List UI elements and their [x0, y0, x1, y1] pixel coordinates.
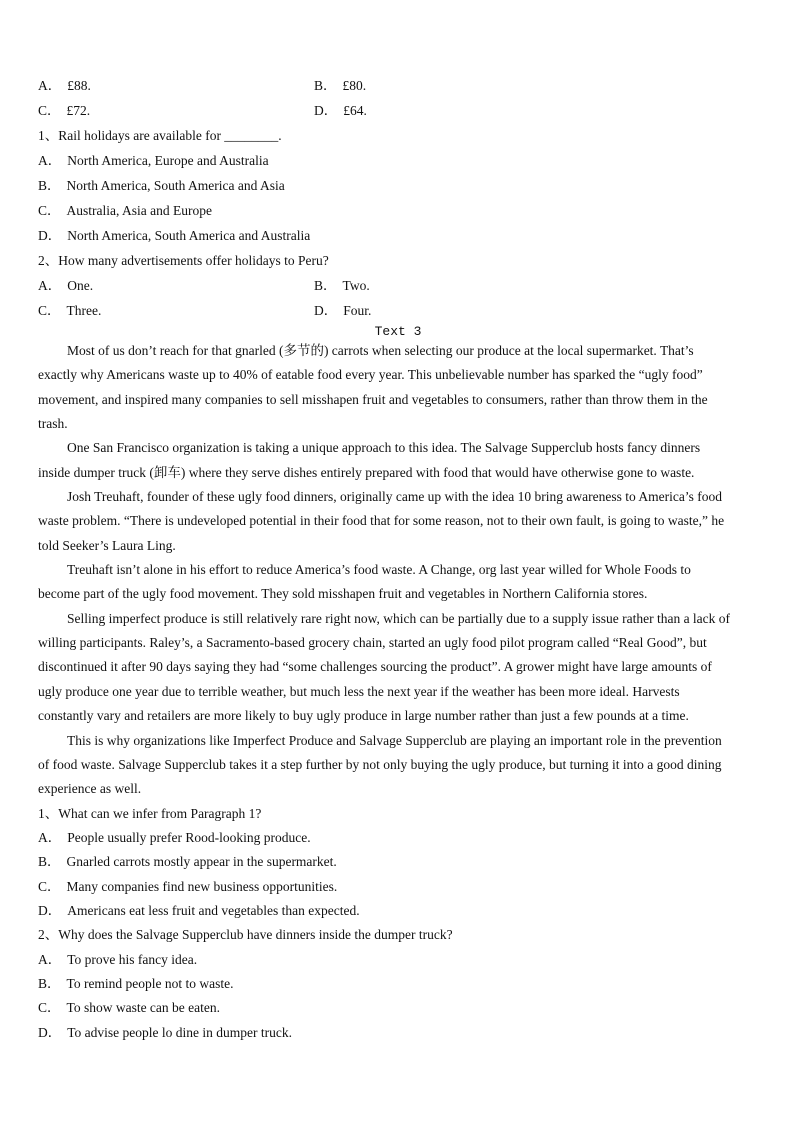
option-label: A． — [38, 829, 62, 845]
option-text: To advise people lo dine in dumper truck. — [67, 1024, 292, 1040]
paragraph-line: Selling imperfect produce is still relatively rare right now, which can be partially due to a supply issue rather than a lack of — [67, 610, 731, 626]
option-label: C． — [38, 103, 61, 118]
question-stem: 1、Rail holidays are available for ________. — [38, 128, 282, 143]
option-text: £64. — [343, 103, 367, 118]
answer-option — [38, 153, 269, 168]
answer-option — [38, 203, 212, 218]
option-row — [38, 301, 758, 326]
option-row — [38, 974, 758, 998]
option-label: A． — [38, 78, 62, 93]
paragraph-line: ugly produce one year due to terrible weather, but much less the next year if the weather has been more ideal. Harvests — [38, 683, 680, 699]
option-label: A． — [38, 278, 62, 293]
option-text: £72. — [66, 103, 91, 118]
paragraph-line: willing participants. Raley’s, a Sacramento-based grocery chain, started an ugly food pilot program called “Real Good”, but — [38, 635, 707, 651]
option-label: B． — [38, 975, 61, 991]
option-label: B． — [314, 78, 337, 93]
option-cell — [314, 101, 590, 126]
option-text: North America, South America and Australia — [67, 228, 311, 243]
option-text: One. — [67, 278, 94, 293]
answer-option — [314, 278, 370, 293]
answer-option — [38, 879, 337, 894]
option-label: D． — [38, 902, 62, 918]
option-text: Three. — [66, 303, 102, 318]
option-text: To prove his fancy idea. — [67, 951, 198, 967]
answer-option — [38, 178, 285, 193]
paragraph-line: This is why organizations like Imperfect Produce and Salvage Supperclub are playing an important role in the prevention — [67, 732, 722, 748]
option-row — [38, 828, 758, 852]
passage-paragraph — [38, 560, 758, 609]
answer-option — [38, 830, 311, 845]
option-text: North America, Europe and Australia — [67, 153, 269, 168]
paragraph-line: inside dumper truck (卸车) where they serve dishes entirely prepared with food that would have otherwise gone to waste. — [38, 464, 695, 480]
answer-option — [38, 903, 360, 918]
option-row — [38, 101, 758, 126]
question-stem: 1、What can we infer from Paragraph 1? — [38, 805, 262, 821]
option-label: B． — [38, 178, 61, 193]
option-row — [38, 950, 758, 974]
option-label: B． — [314, 278, 337, 293]
option-text: Four. — [343, 303, 372, 318]
paragraph-line: exactly why Americans waste up to 40% of eatable food every year. This unbelievable number has sparked the “ugly food” — [38, 367, 703, 383]
question-stem: 2、Why does the Salvage Supperclub have dinners inside the dumper truck? — [38, 927, 453, 943]
option-cell — [314, 301, 590, 326]
option-text: Many companies find new business opportunities. — [66, 878, 338, 894]
paragraph-line: Most of us don’t reach for that gnarled (多节的) carrots when selecting our produce at the local supermarket. That’s — [67, 343, 694, 358]
paragraph-line: become part of the ugly food movement. They sold misshapen fruit and vegetables in Northern California stores. — [38, 586, 648, 602]
option-text: To show waste can be eaten. — [66, 1000, 221, 1016]
option-label: D． — [38, 228, 62, 243]
option-label: A． — [38, 153, 62, 168]
option-row — [38, 276, 758, 301]
passage-title: Text 3 — [374, 324, 422, 339]
option-label: D． — [314, 303, 338, 318]
paragraph-line: discontinued it after 90 days saying they had “some challenges sourcing the product”. A grower might have large amounts of — [38, 659, 712, 675]
option-text: North America, South America and Asia — [66, 178, 285, 193]
passage-paragraph — [38, 487, 758, 560]
answer-option — [38, 952, 197, 967]
answer-option — [38, 278, 93, 293]
option-cell — [38, 76, 314, 101]
option-cell — [38, 301, 314, 326]
passage-paragraph — [38, 341, 758, 438]
paragraph-line: One San Francisco organization is taking a unique approach to this idea. The Salvage Supperclub hosts fancy dinners — [67, 440, 701, 456]
option-text: Americans eat less fruit and vegetables than expected. — [67, 902, 360, 918]
option-text: People usually prefer Rood-looking produce. — [67, 829, 311, 845]
passage-paragraph — [38, 609, 758, 731]
option-row — [38, 1023, 758, 1047]
answer-option — [38, 78, 91, 93]
option-row — [38, 201, 758, 226]
option-text: Australia, Asia and Europe — [66, 203, 212, 218]
answer-option — [38, 976, 234, 991]
option-cell — [38, 101, 314, 126]
document-page — [38, 76, 758, 1047]
question-stem: 2、How many advertisements offer holidays to Peru? — [38, 253, 329, 268]
answer-option — [38, 228, 310, 243]
option-label: A． — [38, 951, 62, 967]
option-row — [38, 76, 758, 101]
option-row — [38, 901, 758, 925]
option-row — [38, 998, 758, 1022]
option-row — [38, 877, 758, 901]
option-cell — [38, 276, 314, 301]
answer-option — [38, 103, 90, 118]
paragraph-line: Treuhaft isn’t alone in his effort to reduce America’s food waste. A Change, org last year willed for Whole Foods to — [67, 562, 691, 578]
option-text: Gnarled carrots mostly appear in the supermarket. — [66, 854, 337, 870]
option-cell — [314, 76, 590, 101]
answer-option — [38, 303, 101, 318]
paragraph-line: of food waste. Salvage Supperclub takes it a step further by not only buying the ugly produce, but turning it into a good dining — [38, 756, 722, 772]
paragraph-line: Josh Treuhaft, founder of these ugly food dinners, originally came up with the idea 10 bring awareness to America’s food — [67, 489, 722, 505]
option-label: B． — [38, 854, 61, 870]
option-label: C． — [38, 303, 61, 318]
paragraph-line: constantly vary and retailers are more likely to buy ugly produce in large number rather than just a few pounds at a time. — [38, 708, 689, 724]
paragraph-line: experience as well. — [38, 781, 142, 797]
option-text: £80. — [342, 78, 367, 93]
paragraph-line: movement, and inspired many companies to sell misshapen fruit and vegetables to consumers, rather than throw them in the — [38, 391, 708, 407]
option-row — [38, 226, 758, 251]
option-label: C． — [38, 1000, 61, 1016]
option-label: C． — [38, 203, 61, 218]
passage-paragraph — [38, 438, 758, 487]
option-row — [38, 176, 758, 201]
option-cell — [314, 276, 590, 301]
option-text: To remind people not to waste. — [66, 975, 234, 991]
option-text: £88. — [67, 78, 91, 93]
paragraph-line: told Seeker’s Laura Ling. — [38, 537, 176, 553]
answer-option — [38, 1000, 220, 1015]
answer-option — [314, 78, 366, 93]
option-text: Two. — [342, 278, 370, 293]
option-label: D． — [38, 1024, 62, 1040]
answer-option — [38, 854, 337, 869]
answer-option — [314, 303, 371, 318]
option-row — [38, 151, 758, 176]
passage-paragraph — [38, 731, 758, 804]
option-row — [38, 852, 758, 876]
paragraph-line: waste problem. “There is undeveloped potential in their food that for some reason, not to their own fault, is going to waste,” he — [38, 513, 725, 529]
option-label: D． — [314, 103, 338, 118]
option-label: C． — [38, 878, 61, 894]
answer-option — [38, 1025, 292, 1040]
paragraph-line: trash. — [38, 416, 68, 432]
answer-option — [314, 103, 367, 118]
